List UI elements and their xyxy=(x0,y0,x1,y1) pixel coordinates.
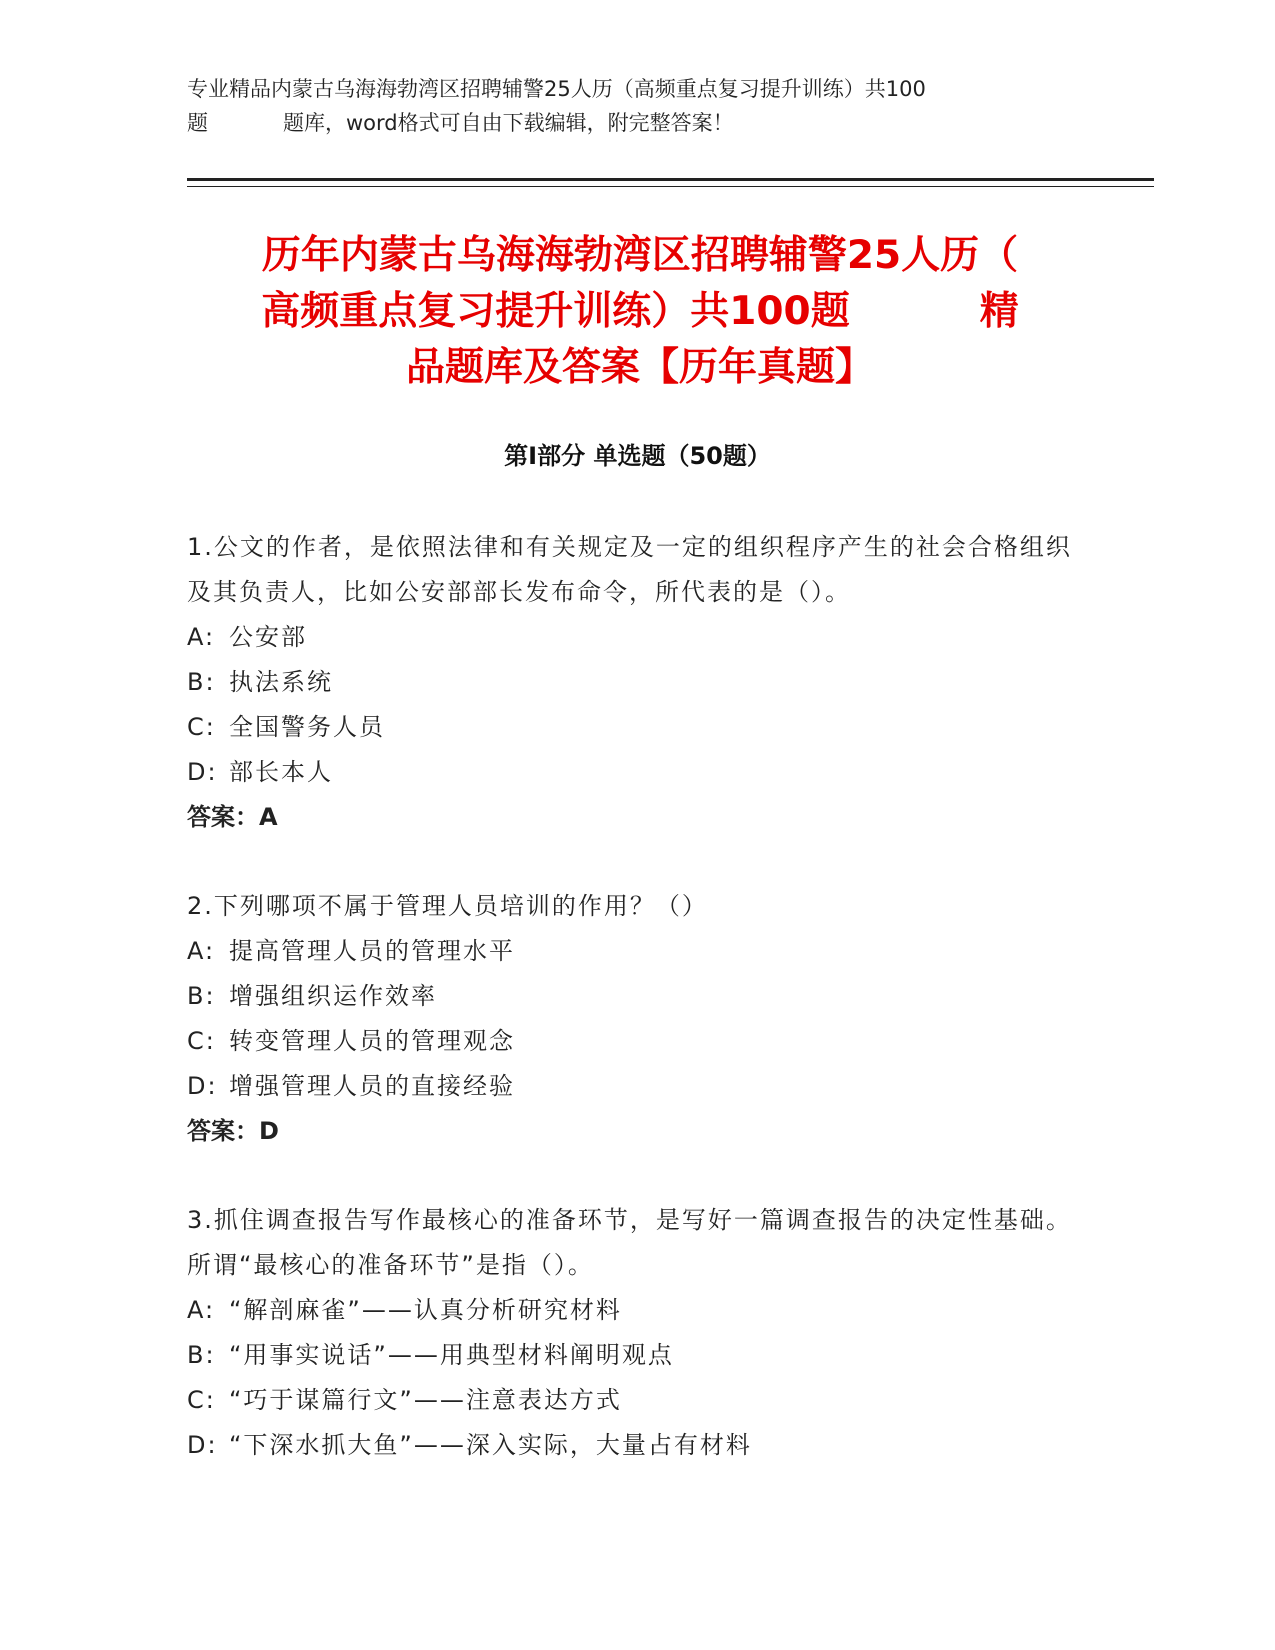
title-line-2-a: 高频重点复习提升训练）共100题 xyxy=(261,289,850,334)
header-divider-thin xyxy=(187,186,1154,187)
question-stem: 2.下列哪项不属于管理人员培训的作用？（） xyxy=(187,892,708,920)
section-title: 第Ⅰ部分 单选题（50题） xyxy=(504,442,771,470)
title-line-2 xyxy=(190,284,1090,340)
header-note-line-2-rest: 题库，word格式可自由下载编辑，附完整答案！ xyxy=(283,111,734,135)
option-b: B: 增强组织运作效率 xyxy=(187,982,437,1010)
question-1 xyxy=(187,525,1087,840)
option-c: C: 转变管理人员的管理观念 xyxy=(187,1027,515,1055)
header-note-line-2-lead: 题 xyxy=(187,111,208,135)
document-title xyxy=(190,228,1090,396)
title-line-3: 品题库及答案【历年真题】 xyxy=(405,345,874,390)
option-d: D: 增强管理人员的直接经验 xyxy=(187,1072,515,1100)
question-2 xyxy=(187,884,1087,1154)
title-line-2-b: 精 xyxy=(979,289,1019,334)
question-stem: 3.抓住调查报告写作最核心的准备环节，是写好一篇调查报告的决定性基础。所谓“最核心的准备环节”是指（）。 xyxy=(187,1206,1072,1279)
option-c: C: 全国警务人员 xyxy=(187,713,385,741)
header-note-line-1: 专业精品内蒙古乌海海勃湾区招聘辅警25人历（高频重点复习提升训练）共100 xyxy=(187,77,926,101)
question-3 xyxy=(187,1198,1087,1468)
option-a: A: “解剖麻雀”——认真分析研究材料 xyxy=(187,1296,622,1324)
answer: 答案：D xyxy=(187,1117,279,1145)
option-c: C: “巧于谋篇行文”——注意表达方式 xyxy=(187,1386,622,1414)
option-a: A: 公安部 xyxy=(187,623,307,651)
title-line-1: 历年内蒙古乌海海勃湾区招聘辅警25人历（ xyxy=(261,233,1019,278)
question-list xyxy=(187,525,1087,1512)
option-d: D: “下深水抓大鱼”——深入实际，大量占有材料 xyxy=(187,1431,752,1459)
answer: 答案：A xyxy=(187,803,278,831)
header-divider-thick xyxy=(187,178,1154,181)
option-b: B: 执法系统 xyxy=(187,668,333,696)
option-b: B: “用事实说话”——用典型材料阐明观点 xyxy=(187,1341,674,1369)
option-a: A: 提高管理人员的管理水平 xyxy=(187,937,515,965)
header-note xyxy=(187,72,1087,140)
header-note-line-2 xyxy=(187,106,1087,140)
question-stem: 1.公文的作者，是依照法律和有关规定及一定的组织程序产生的社会合格组织及其负责人，比如公安部部长发布命令，所代表的是（）。 xyxy=(187,533,1072,606)
option-d: D: 部长本人 xyxy=(187,758,333,786)
